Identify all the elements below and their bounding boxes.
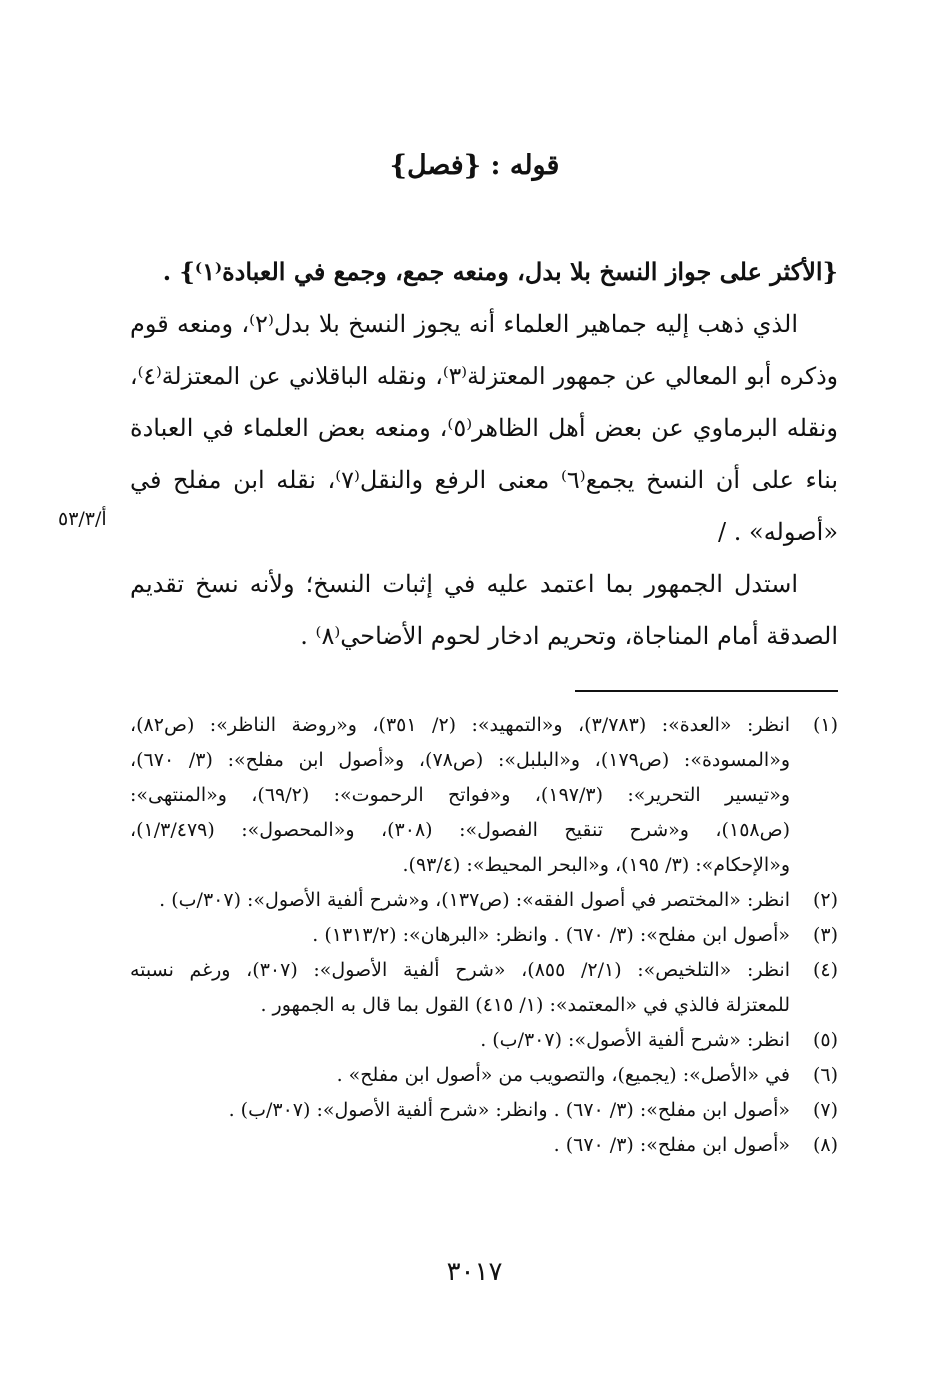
footnote-text [130, 883, 790, 918]
footnote-number: (٣) [812, 924, 838, 946]
footnote-2 [130, 883, 838, 918]
footnote-text [130, 1058, 790, 1093]
footnote-line: (ص١٥٨)، و«شرح تنقيح الفصول»: (٣٠٨)، و«المحصول»: (١/٣/٤٧٩)، [130, 819, 790, 841]
main-text [130, 246, 838, 662]
footnote-7 [130, 1093, 838, 1128]
footnote-text [130, 953, 790, 1023]
paragraph-1 [130, 246, 838, 298]
text-line: الصدقة أمام المناجاة، وتحريم ادخار لحوم الأضاحي⁽٨⁾ . [300, 622, 838, 650]
page-number: ٣٠١٧ [446, 1257, 503, 1287]
text-line: الذي ذهب إليه جماهير العلماء أنه يجوز النسخ بلا بدل⁽٢⁾، ومنعه قوم [130, 310, 798, 338]
text-line: ونقله البرماوي عن بعض أهل الظاهر⁽٥⁾، ومنعه بعض العلماء في العبادة [130, 414, 838, 442]
footnote-line: انظر: «شرح ألفية الأصول»: (٣٠٧/ب) . [480, 1029, 790, 1051]
text-line: استدل الجمهور بما اعتمد عليه في إثبات النسخ؛ ولأنه نسخ تقديم [130, 570, 799, 598]
footnote-8 [130, 1128, 838, 1163]
text-line: {الأكثر على جواز النسخ بلا بدل، ومنعه جمع، وجمع في العبادة⁽١⁾} . [162, 257, 838, 286]
footnotes [130, 708, 838, 1163]
section-heading: قوله : {فصل} [389, 150, 560, 181]
footnote-line: انظر: «المختصر في أصول الفقه»: (ص١٣٧)، و«شرح ألفية الأصول»: (٣٠٧/ب) . [159, 889, 790, 911]
footnote-line: في «الأصل»: (يجميع)، والتصويب من «أصول ابن مفلح» . [336, 1064, 790, 1086]
footnote-line: «أصول ابن مفلح»: (٣/ ٦٧٠) . [553, 1134, 790, 1156]
footnote-text [130, 918, 790, 953]
footnote-number: (٥) [812, 1029, 838, 1051]
footnote-3 [130, 918, 838, 953]
footnote-line: و«الإحكام»: (٣/ ١٩٥)، و«البحر المحيط»: (٩٣/٤). [402, 854, 790, 876]
footnote-4 [130, 953, 838, 1023]
paragraph-3 [130, 558, 838, 662]
footnote-number: (٦) [812, 1064, 838, 1086]
footnote-line: و«المسودة»: (ص١٧٩)، و«البلبل»: (ص٧٨)، و«أصول ابن مفلح»: (٣/ ٦٧٠)، [130, 749, 790, 771]
footnote-number: (٤) [812, 959, 838, 981]
footnote-text [130, 708, 790, 883]
footnote-number: (٢) [812, 889, 838, 911]
text-line: «أصوله» . / [718, 518, 838, 546]
footnote-number: (٧) [812, 1099, 838, 1121]
footnote-line: «أصول ابن مفلح»: (٣/ ٦٧٠) . وانظر: «البرهان»: (١٣١٣/٢) . [312, 924, 790, 946]
manuscript-folio-note: أ/٥٣/٣ [58, 508, 107, 530]
paragraph-2 [130, 298, 838, 558]
text-line: وذكره أبو المعالي عن جمهور المعتزلة⁽٣⁾، ونقله الباقلاني عن المعتزلة⁽٤⁾، [130, 362, 838, 390]
footnote-divider [575, 690, 838, 692]
footnote-number: (٨) [812, 1134, 838, 1156]
footnote-6 [130, 1058, 838, 1093]
text-line: بناء على أن النسخ يجمع⁽٦⁾ معنى الرفع والنقل⁽٧⁾، نقله ابن مفلح في [130, 466, 838, 494]
footnote-line: انظر: «العدة»: (٣/٧٨٣)، و«التمهيد»: (٢/ ٣٥١)، و«روضة الناظر»: (ص٨٢)، [130, 714, 790, 736]
footnote-5 [130, 1023, 838, 1058]
footnote-line: و«تيسير التحرير»: (١٩٧/٣)، و«فواتح الرحموت»: (٦٩/٢)، و«المنتهى»: [130, 784, 790, 806]
footnote-line: انظر: «التلخيص»: (٢/١/ ٨٥٥)، «شرح ألفية الأصول»: (٣٠٧)، ورغم نسبته [130, 959, 790, 981]
footnote-line: «أصول ابن مفلح»: (٣/ ٦٧٠) . وانظر: «شرح ألفية الأصول»: (٣٠٧/ب) . [228, 1099, 790, 1121]
footnote-text [130, 1128, 790, 1163]
footnote-number: (١) [812, 714, 838, 736]
footnote-text [130, 1023, 790, 1058]
footnote-line: للمعتزلة فالذي في «المعتمد»: (١/ ٤١٥) القول بما قال به الجمهور . [260, 994, 790, 1016]
footnote-1 [130, 708, 838, 883]
footnote-text [130, 1093, 790, 1128]
